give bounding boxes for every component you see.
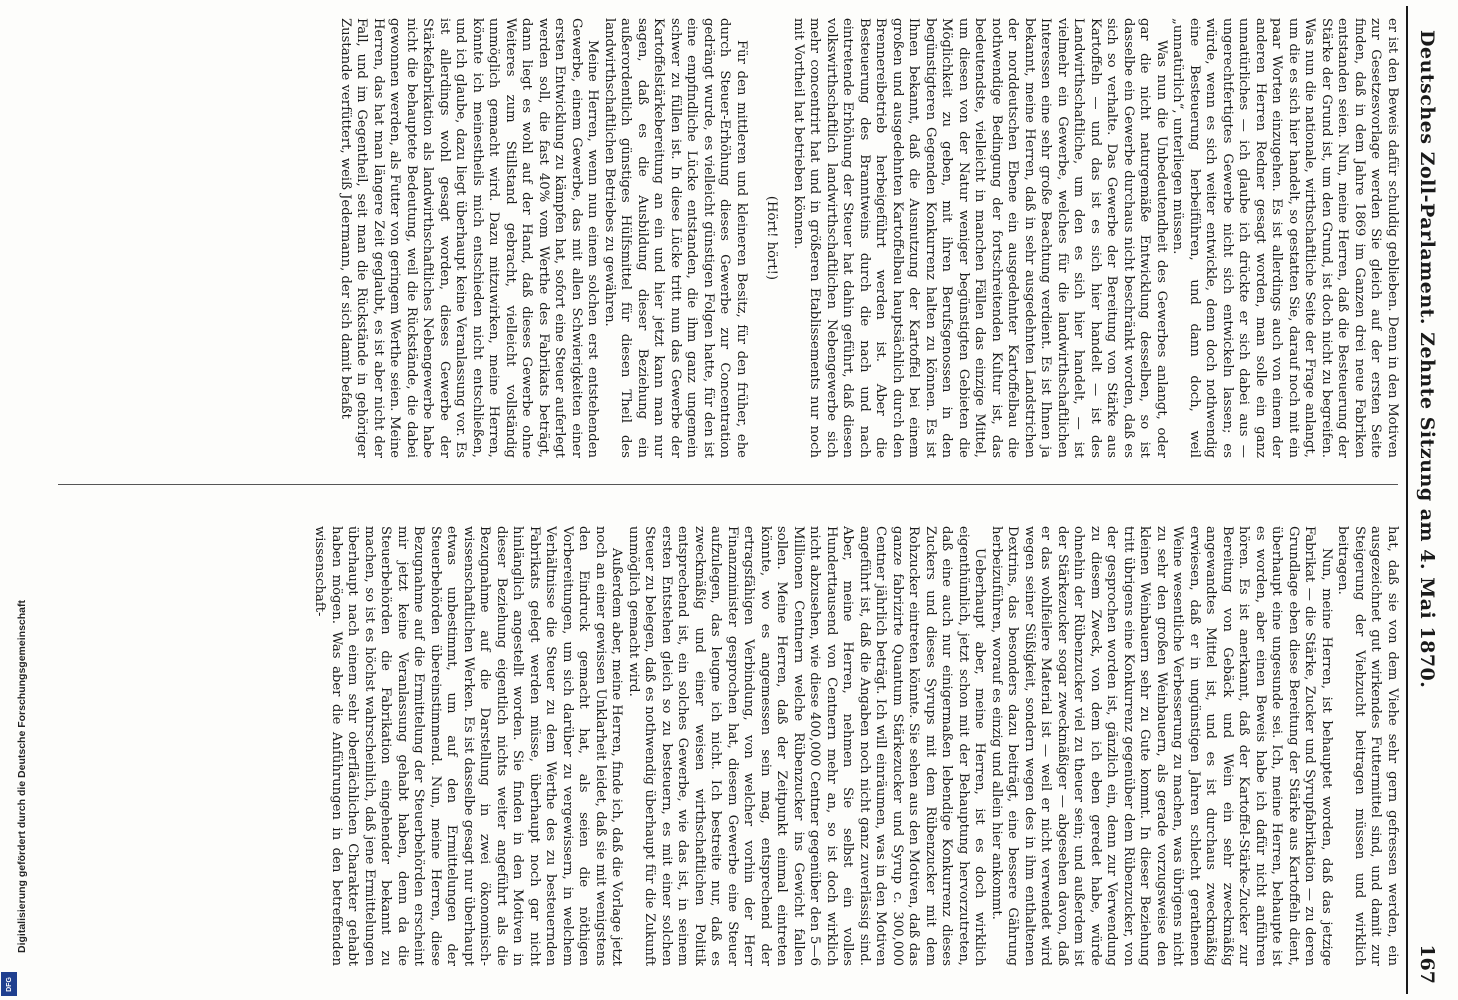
- column-divider: [58, 484, 1398, 485]
- paragraph: hat, daß sie von dem Viehe sehr gern gefressen werden, ein ausgezeichnet gut wirkendes Futtermittel sind, und damit zur Steigerung der Viehzucht beitragen müssen und wirklich beitragen.: [1335, 526, 1400, 966]
- page-title: Deutsches Zoll-Parlament. Zehnte Sitzung am 4. Mai 1870.: [1416, 30, 1438, 689]
- paragraph: Nun, meine Herren, ist behauptet worden, daß das jetzige Fabrikat — die Stärke, Zucker und Syrupfabrikation — zu deren Grundlage eben diese Bereitung der Stärke aus Kartoffeln dient, überhaupt eine ungesunde sei. Ich, meine Herren, behaupte ist es worden, aber einen Beweis habe ich dafür nicht anführen hören. Es ist anerkannt, daß der Kartoffel-Stärke-Zucker zur Bereitung von Gebäck und Wein ein sehr zweckmäßig angewandtes Mittel ist, und es ist durchaus zweckmäßig erwiesen, daß er in ungünstigen Jahren schlecht gerathenen Weine wesentliche Verbesserung zu machen, was übrigens nicht zu sehr den großen Weinbauern, als gerade vorzugsweise den kleinen Weinbauern sehr zu Gute kommt. In dieser Beziehung tritt übrigens eine Konkurrenz gegenüber dem Rübenzucker, von der gesprochen worden ist, gänzlich ein, denn zur Verwendung zu diesem Zweck, von dem ich eben geredet habe, würde ohnehin der Rübenzucker viel zu theuer sein; und außerdem ist der Stärkezucker sogar zweckmäßiger — abgesehen davon, daß er das wohlfeilere Material ist — weil er nicht verwendet wird wegen seiner Süßigkeit, sondern wegen des in ihm enthaltenen Dextrins, das besonders dazu beiträgt, eine bessere Gährung herbeizuführen, worauf es einzig und allein hier ankommt.: [989, 526, 1334, 966]
- left-text-column: [60, 18, 1400, 458]
- rotated-document-page: [46, 6, 1442, 994]
- paragraph: Ueberhaupt aber, meine Herren, ist es doch wirklich eigenthümlich, jetzt schon mit der Behauptung hervorzutreten, daß eine auch nur einigermaßen lebendige Konkurrenz dieses Zuckers und dieses Syrups mit dem Rübenzucker mit dem Rohzucker eintreten könnte. Sie sehen aus den Motiven, daß das ganze fabrizirte Quantum Stärkezucker und Syrup c. 300,000 Centner jährlich beträgt. Ich will einräumen, was in den Motiven angeführt ist, daß die Angaben noch nicht ganz zuverlässig sind. Aber, meine Herren, nehmen Sie selbst ein volles Hunderttausend von Centnern mehr an, so ist doch wirklich nicht abzusehen, wie diese 400,000 Centner gegenüber den 5—6 Millionen Centnern welche Rübenzucker ins Gewicht fallen sollen. Meine Herren, daß der Zeitpunkt einmal eintreten könnte, wo es angemessen sein mag, entsprechend der ertragsfähigen Verbindung, von welcher vorhin der Herr Finanzminister gesprochen hat, diesem Gewerbe eine Steuer aufzulegen, das leugne ich nicht. Ich bestreite nur, daß es zweckmäßig und einer weisen wirthschaftlichen Politik entsprechend ist, ein solches Gewerbe, wie das ist, in seinem ersten Entstehen gleich so zu besteuern, es mit einer solchen Steuer zu belegen, daß es nothwendig überhaupt für die Zukunft unmöglich gemacht wird.: [626, 526, 988, 966]
- paragraph: Außerdem aber, meine Herren, finde ich, daß die Vorlage jetzt noch an einer gewissen Unklarheit leidet, daß sie mit wenigstens den Eindruck gemacht hat, als seien die nöthigen Vorbereitungen, um sich darüber zu vergewissern, in welchem Verhältnisse die Steuer zu dem Werthe des zu besteuernden Fabrikats gelegt werden müsse, überhaupt noch gar nicht hinlänglich angestellt worden. Sie finden in den Motiven in dieser Beziehung eigentlich nichts weiter angeführt als die Bezugnahme auf die Darstellung in zwei ökonomisch-wissenschaftlichen Werken. Es ist dasselbe gesagt nur überhaupt etwas unbestimmt, um auf den Ermittelungen der Steuerbehörden übereinstimmend. Nun, meine Herren, diese Bezugnahme auf die Ermittelung der Steuerbehörden erscheint mir jetzt keine Veranlassung gehabt haben, denn da die Steuerbehörden die Fabrikation eingehender bekannt zu machen, so ist es höchst wahrscheinlich, daß jene Ermittelungen überhaupt nach einem sehr oberflächlichen Charakter gehabt haben mögen. Was aber die Anführungen in den betreffenden wissenschaft-: [312, 526, 625, 966]
- page-number: 167: [1416, 944, 1438, 984]
- paragraph: Was nun die Unbedeutendheit des Gewerbes anlangt, oder gar die nicht naturgemäße Entwicklung desselben, so ist dasselbe ein Gewerbe durchaus nicht beschränkt worden, daß es sich so verhalte. Das Gewerbe der Bereitung von Stärke aus Kartoffeln — und das ist es sich hier handelt — ist des Landwirthschaftliche, um den es sich hier handelt, — ist vielmehr ein Gewerbe, welches für die landwirthschaftlichen Interessen eine sehr große Beachtung verdient. Es ist Ihnen ja bekannt, meine Herren, daß in sehr ausgedehnten Landstrichen der norddeutschen Ebene ein ausgedehnter Kartoffelbau die nothwendige Bedingung der fortschreitenden Kultur ist, das bedeutendste, vielleicht in manchen Fällen das einzige Mittel, um diesen von der Natur weniger begünstigten Gebieten die Möglichkeit zu geben, mit ihren Berufsgenossen in den begünstigteren Gegenden Konkurrenz halten zu können. Es ist Ihnen bekannt, daß die Ausnutzung der Kartoffel bei einem großen und ausgedehnten Kartoffelbau hauptsächlich durch den Brennereibetrieb herbeigeführt werden ist. Aber die Besteuerung des Branntweins durch die nach und nach eintretende Erhöhung der Steuer hat dahin geführt, daß diesen volkswirthschaftlich landwirthschaftlichen Nebengewerbe sich mehr concentrirt hat und in größeren Etablissements nur noch mit Vortheil hat betrieben können.: [791, 18, 1169, 458]
- credit-text: Digitalisierung gefördert durch die Deutsche Forschungsgemeinschaft: [16, 600, 28, 953]
- page-header: [1406, 6, 1442, 994]
- paragraph: er ist den Beweis dafür schuldig geblieben. Denn in den Motiven zur Gesetzesvorlage werden Sie gleich auf der ersten Seite finden, daß in dem Jahre 1869 im Ganzen drei neue Fabriken entstanden seien. Nun, meine Herren, daß die Besteuerung der Stärke der Grund ist, um den Grund, ist doch nicht zu begreifen. Was nun die nationale, wirthschaftliche Seite der Frage anlangt, um die es sich hier handelt, so gestatten Sie, darauf noch mit ein paar Worten einzugehen. Es ist allerdings auch von einem der anderen Herren Redner gesagt worden, man solle ein ganz unnatürliches — ich glaube ich drückte er sich dabei aus — ungerechtfertigtes Gewerbe nicht sich entwickeln lassen; es würde, wenn es sich weiter entwickle, denn doch nothwendig eine Besteuerung herbeiführen, und dann doch, weil „unnatürlich“, unterliegen müssen.: [1170, 18, 1400, 458]
- interjection: (Hört! hört!): [764, 195, 780, 281]
- paragraph: Für den mittleren und kleineren Besitz, für den früher, ehe durch Steuer-Erhöhung dieses Gewerbe zur Concentration gedrängt wurde, es vielleicht günstigen Folgen hatte, für den ist eine empfindliche Lücke entstanden, die ihm ganz ungemein schwer zu füllen ist. In diese Lücke tritt nun das Gewerbe der Kartoffelstärkebereitung an ein und hier jetzt kann man nur sagen, daß es die Ausbildung dieser Beziehung ein außerordentlich günstiges Hülfsmittel für diesen Theil des landwirthschaftlichen Betriebes zu gewähren.: [602, 18, 749, 458]
- right-text-column: [60, 526, 1400, 966]
- digitization-credit: [2, 600, 28, 990]
- paragraph: Meine Herren, wenn nun einem solchen erst entstehenden Gewerbe, einem Gewerbe, das mit allen Schwierigkeiten einer ersten Entwicklung zu kämpfen hat, sofort eine Steuer auferlegt werden soll, die fast 40% vom Werthe des Fabrikats beträgt, dann liegt es wohl auf der Hand, daß dieses Gewerbe ohne Weiteres zum Stillstand gebracht, vielleicht vollständig unmöglich gemacht wird. Dazu mitzuwirken, meine Herren, könnte ich meinestheils mich entschieden nicht entschließen, und ich glaube, dazu liegt überhaupt keine Veranlassung vor. Es ist allerdings wohl gesagt worden, dieses Gewerbe der Stärkefabrikation als landwirthschaftliches Nebengewerbe habe nicht die behauptete Bedeutung, weil die Rückstände, die dabei gewonnen werden, als Futter von geringem Werthe seien. Meine Herren, das hat man längere Zeit geglaubt, es ist aber nicht der Fall, und im Gegentheil, seit man die Rückstände in gehöriger Zustande verfüttert, weiß Jedermann, der sich damit befaßt: [338, 18, 601, 458]
- dfg-logo: DFG: [1, 972, 17, 996]
